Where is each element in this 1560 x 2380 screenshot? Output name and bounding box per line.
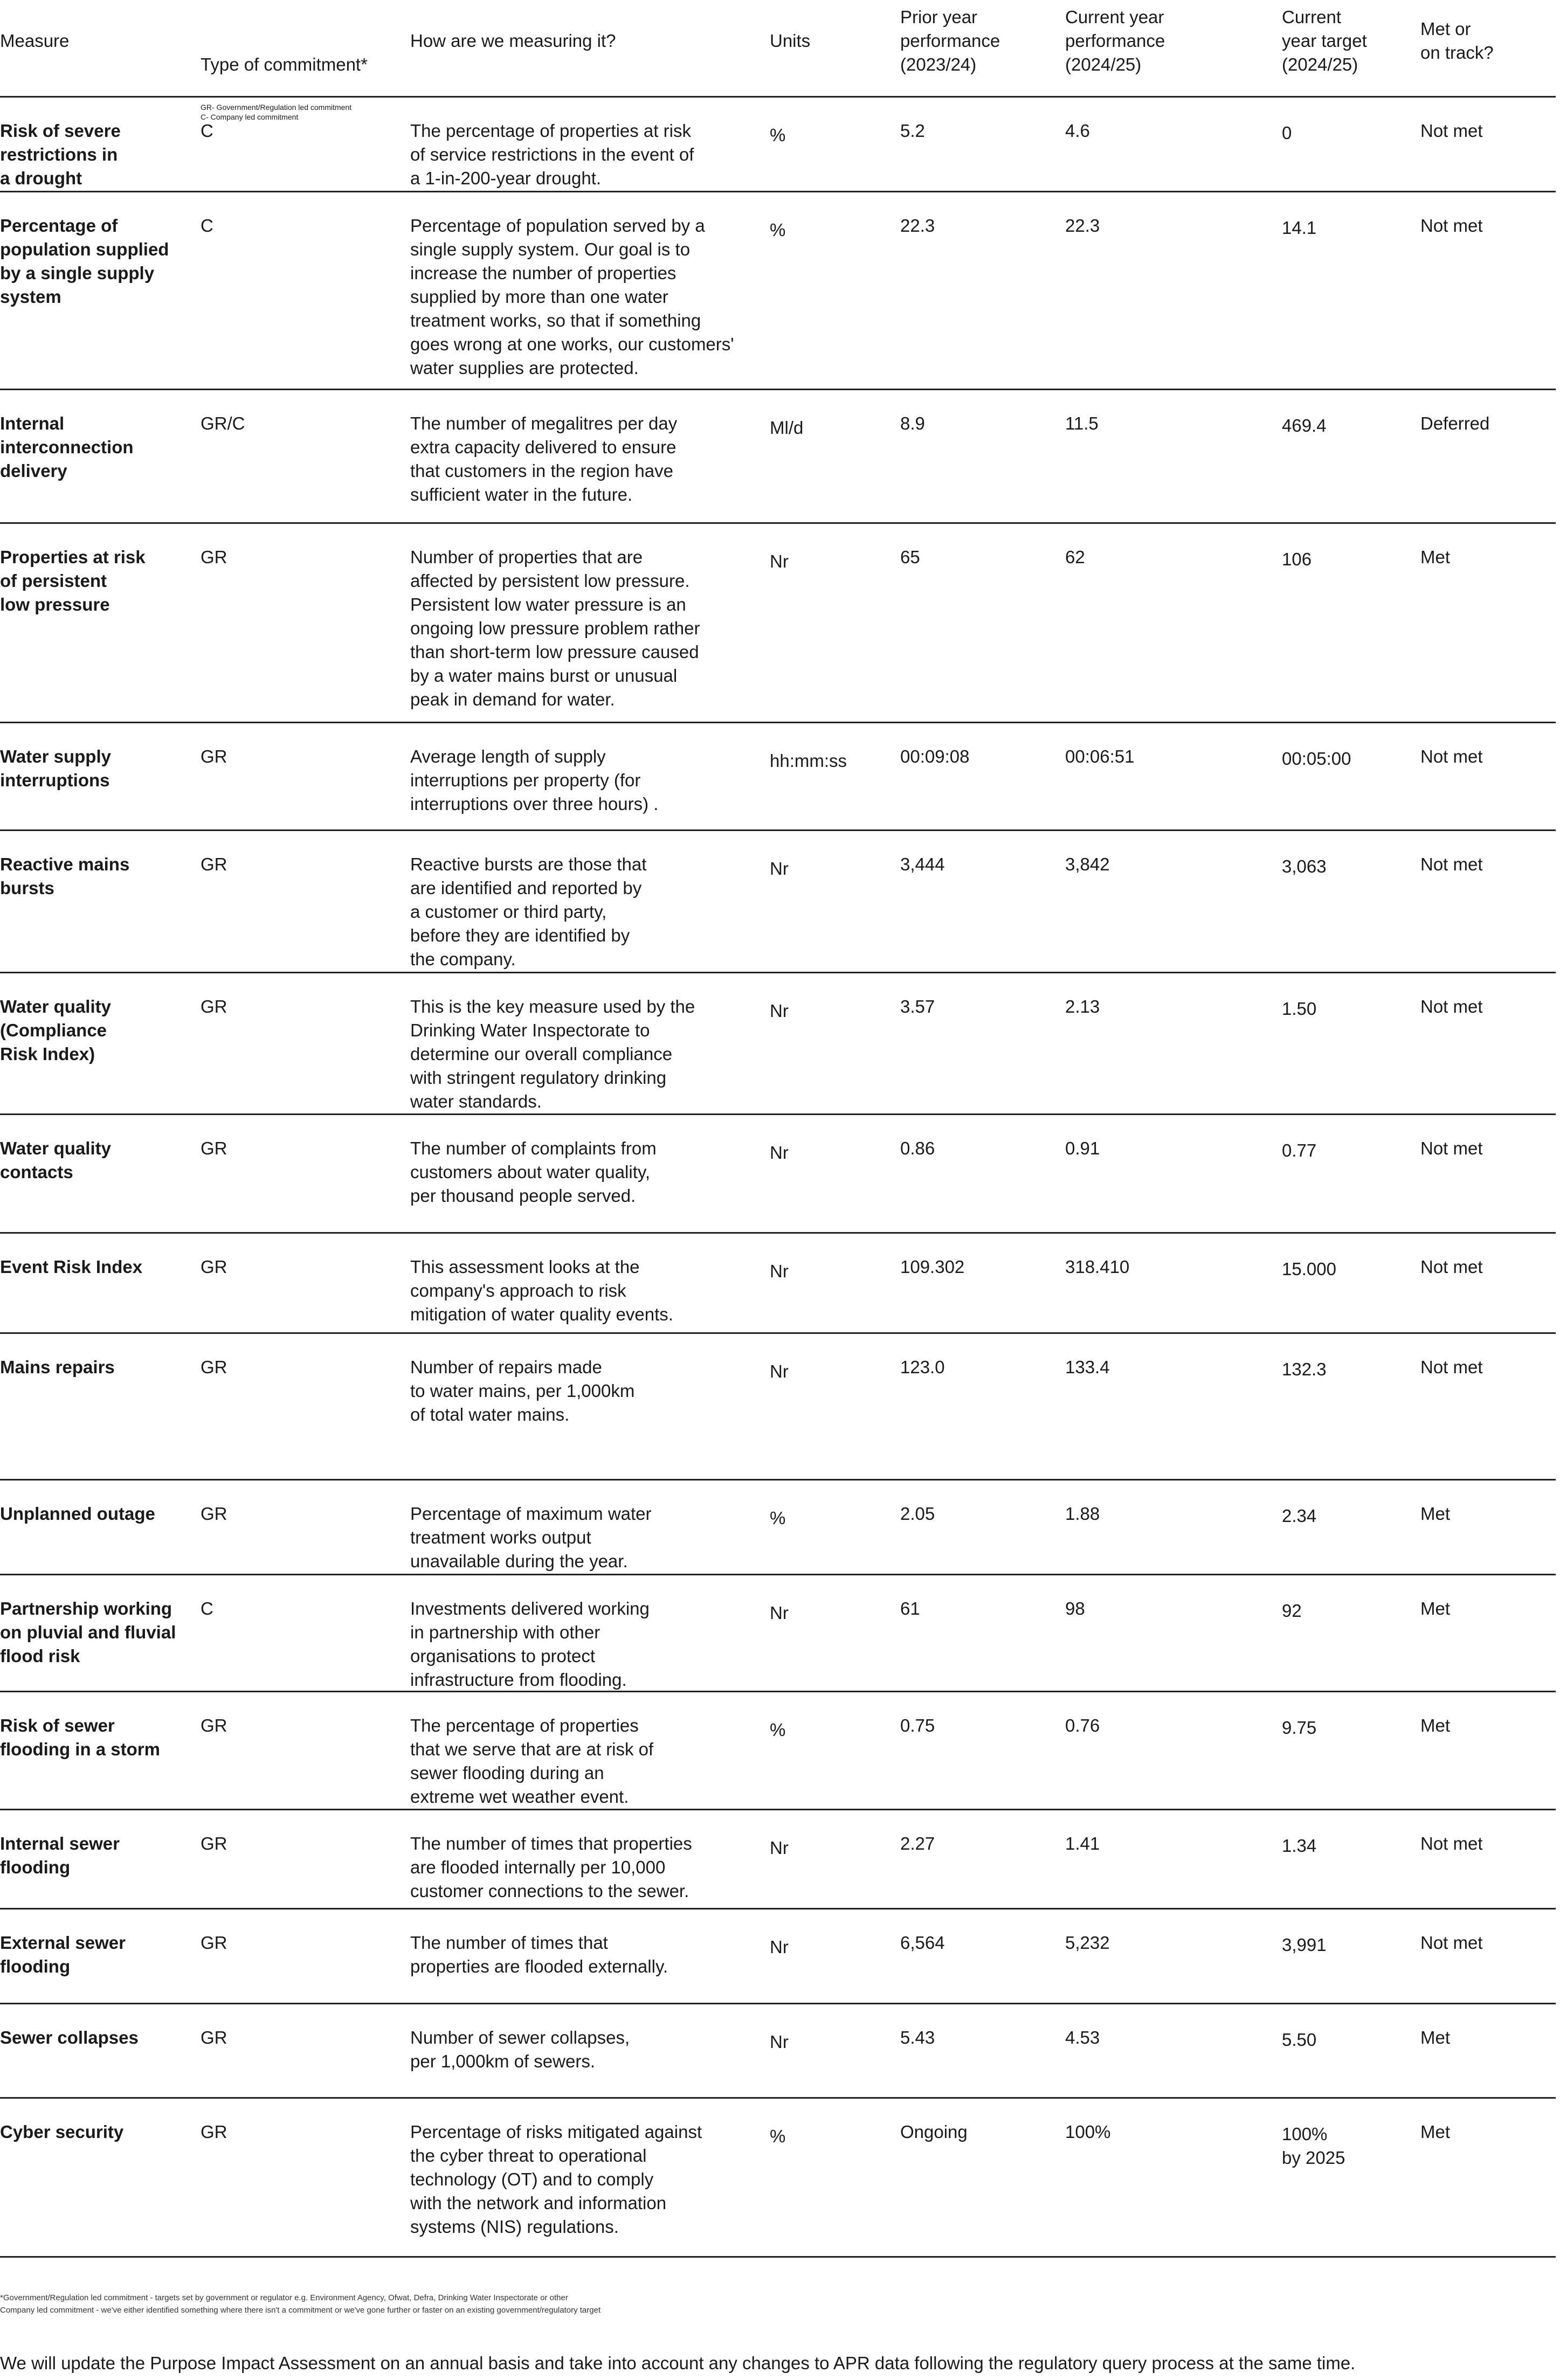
measure-cell: Sewer collapses xyxy=(0,2028,139,2047)
units-cell: % xyxy=(770,1720,786,1740)
header-how-measured: How are we measuring it? xyxy=(410,31,616,51)
table-row xyxy=(0,1115,1556,1234)
prior-year-cell: 2.05 xyxy=(900,1504,935,1524)
table-row xyxy=(0,1909,1556,2004)
description-cell: Number of repairs made to water mains, per 1,000km of total water mains. xyxy=(410,1357,635,1424)
prior-year-cell: 00:09:08 xyxy=(900,746,970,766)
status-cell: Not met xyxy=(1420,1138,1483,1158)
header-type-note: GR- Government/Regulation led commitment C- Company led commitment xyxy=(201,103,352,121)
units-cell: Nr xyxy=(770,1261,789,1281)
target-cell: 469.4 xyxy=(1282,416,1327,435)
type-cell: C xyxy=(201,121,213,141)
measure-cell: Water supply interruptions xyxy=(0,746,111,790)
table-row xyxy=(0,1575,1556,1692)
type-cell: GR xyxy=(201,1834,227,1853)
type-cell: GR xyxy=(201,1504,227,1524)
measure-cell: Mains repairs xyxy=(0,1357,115,1377)
units-cell: Nr xyxy=(770,1143,789,1163)
measure-cell: Cyber security xyxy=(0,2122,124,2142)
header-met-status: Met or on track? xyxy=(1420,19,1494,63)
type-cell: GR xyxy=(201,2122,227,2142)
description-cell: This assessment looks at the company's approach to risk mitigation of water quality events. xyxy=(410,1257,673,1324)
footer-note: We will update the Purpose Impact Assessment on an annual basis and take into account any changes to APR data following the regulatory query process at the same time. xyxy=(0,2353,1356,2373)
current-year-cell: 0.76 xyxy=(1065,1715,1100,1735)
type-cell: GR xyxy=(201,1138,227,1158)
prior-year-cell: 109.302 xyxy=(900,1257,965,1277)
units-cell: Nr xyxy=(770,859,789,878)
table-row xyxy=(0,723,1556,831)
prior-year-cell: 6,564 xyxy=(900,1933,945,1953)
type-cell: GR xyxy=(201,997,227,1016)
status-cell: Met xyxy=(1420,1599,1451,1618)
measure-cell: Percentage of population supplied by a single supply system xyxy=(0,216,169,307)
type-cell: GR xyxy=(201,746,227,766)
target-cell: 9.75 xyxy=(1282,1718,1317,1738)
type-cell: C xyxy=(201,1599,213,1618)
units-cell: Nr xyxy=(770,2032,789,2052)
type-cell: GR xyxy=(201,1357,227,1377)
measure-cell: Risk of sewer flooding in a storm xyxy=(0,1715,160,1759)
prior-year-cell: 123.0 xyxy=(900,1357,945,1377)
current-year-cell: 5,232 xyxy=(1065,1933,1110,1953)
measure-cell: Reactive mains bursts xyxy=(0,854,130,898)
description-cell: Investments delivered working in partnership with other organisations to protect infrastructure from flooding. xyxy=(410,1599,650,1690)
prior-year-cell: 5.43 xyxy=(900,2028,935,2047)
description-cell: This is the key measure used by the Drinking Water Inspectorate to determine our overall compliance with stringent regulatory drinking water standards. xyxy=(410,997,695,1111)
description-cell: Average length of supply interruptions per property (for interruptions over three hours) . xyxy=(410,746,659,814)
prior-year-cell: 8.9 xyxy=(900,413,925,433)
current-year-cell: 100% xyxy=(1065,2122,1111,2142)
measure-cell: Water quality contacts xyxy=(0,1138,111,1182)
target-cell: 100% by 2025 xyxy=(1282,2124,1345,2168)
type-cell: GR xyxy=(201,1257,227,1277)
description-cell: The percentage of properties at risk of service restrictions in the event of a 1-in-200-year drought. xyxy=(410,121,694,188)
table-row xyxy=(0,390,1556,524)
target-cell: 0 xyxy=(1282,123,1292,143)
units-cell: Nr xyxy=(770,1937,789,1957)
table-row xyxy=(0,973,1556,1115)
status-cell: Not met xyxy=(1420,216,1483,236)
current-year-cell: 133.4 xyxy=(1065,1357,1110,1377)
status-cell: Not met xyxy=(1420,997,1483,1016)
units-cell: % xyxy=(770,220,786,240)
current-year-cell: 4.6 xyxy=(1065,121,1090,141)
description-cell: Percentage of maximum water treatment works output unavailable during the year. xyxy=(410,1504,652,1571)
prior-year-cell: 65 xyxy=(900,547,920,567)
target-cell: 3,991 xyxy=(1282,1935,1327,1955)
units-cell: Nr xyxy=(770,1603,789,1623)
units-cell: hh:mm:ss xyxy=(770,751,847,771)
target-cell: 2.34 xyxy=(1282,1506,1317,1526)
header-type-label: Type of commitment* xyxy=(201,54,368,74)
description-cell: Reactive bursts are those that are identified and reported by a customer or third party, before they are identified by the company. xyxy=(410,854,647,969)
description-cell: The number of times that properties are flooded internally per 10,000 customer connections to the sewer. xyxy=(410,1834,692,1901)
target-cell: 15.000 xyxy=(1282,1259,1336,1279)
status-cell: Not met xyxy=(1420,1357,1483,1377)
measure-cell: External sewer flooding xyxy=(0,1933,126,1976)
measure-cell: Internal sewer flooding xyxy=(0,1834,120,1877)
header-measure: Measure xyxy=(0,31,70,51)
type-cell: GR xyxy=(201,854,227,874)
units-cell: Nr xyxy=(770,1838,789,1858)
status-cell: Met xyxy=(1420,1715,1451,1735)
table-row xyxy=(0,1480,1556,1575)
status-cell: Met xyxy=(1420,1504,1451,1524)
units-cell: Nr xyxy=(770,1361,789,1381)
current-year-cell: 3,842 xyxy=(1065,854,1110,874)
measure-cell: Partnership working on pluvial and fluvial flood risk xyxy=(0,1599,176,1666)
target-cell: 3,063 xyxy=(1282,856,1327,876)
current-year-cell: 0.91 xyxy=(1065,1138,1100,1158)
units-cell: Nr xyxy=(770,1001,789,1021)
description-cell: Number of sewer collapses, per 1,000km of sewers. xyxy=(410,2028,630,2071)
table-row xyxy=(0,1810,1556,1909)
type-cell: GR xyxy=(201,1715,227,1735)
header-target: Current year target (2024/25) xyxy=(1282,7,1367,74)
units-cell: Ml/d xyxy=(770,418,804,438)
target-cell: 14.1 xyxy=(1282,218,1317,238)
status-cell: Not met xyxy=(1420,854,1483,874)
units-cell: Nr xyxy=(770,551,789,571)
type-cell: GR xyxy=(201,547,227,567)
header-prior-year: Prior year performance (2023/24) xyxy=(900,7,1000,74)
prior-year-cell: 0.86 xyxy=(900,1138,935,1158)
measure-cell: Unplanned outage xyxy=(0,1504,155,1524)
current-year-cell: 1.41 xyxy=(1065,1834,1100,1853)
prior-year-cell: 3.57 xyxy=(900,997,935,1016)
type-cell: GR/C xyxy=(201,413,245,433)
table-row xyxy=(0,1334,1556,1480)
current-year-cell: 11.5 xyxy=(1065,413,1099,433)
current-year-cell: 00:06:51 xyxy=(1065,746,1135,766)
table-body xyxy=(0,98,1556,2258)
table-row xyxy=(0,1234,1556,1334)
current-year-cell: 22.3 xyxy=(1065,216,1100,236)
target-cell: 5.50 xyxy=(1282,2030,1317,2050)
target-cell: 1.34 xyxy=(1282,1836,1317,1856)
status-cell: Met xyxy=(1420,547,1451,567)
units-cell: % xyxy=(770,2126,786,2146)
status-cell: Not met xyxy=(1420,746,1483,766)
status-cell: Not met xyxy=(1420,121,1483,141)
prior-year-cell: 3,444 xyxy=(900,854,945,874)
table-row xyxy=(0,192,1556,390)
status-cell: Not met xyxy=(1420,1834,1483,1853)
measure-cell: Event Risk Index xyxy=(0,1257,143,1277)
status-cell: Not met xyxy=(1420,1933,1483,1953)
header-current-year: Current year performance (2024/25) xyxy=(1065,7,1165,74)
table-header-row xyxy=(0,0,1556,121)
target-cell: 132.3 xyxy=(1282,1359,1327,1379)
status-cell: Met xyxy=(1420,2028,1451,2047)
target-cell: 92 xyxy=(1282,1601,1302,1621)
measure-cell: Properties at risk of persistent low pressure xyxy=(0,547,146,614)
current-year-cell: 1.88 xyxy=(1065,1504,1100,1524)
header-units: Units xyxy=(770,31,811,51)
description-cell: Percentage of population served by a single supply system. Our goal is to increase the number of properties supplied by more than one water treatment works, so that if something goes wrong at one works, our customers' water supplies are protected. xyxy=(410,216,734,378)
type-cell: C xyxy=(201,216,213,236)
current-year-cell: 4.53 xyxy=(1065,2028,1100,2047)
measure-cell: Risk of severe restrictions in a drought xyxy=(0,121,121,188)
description-cell: The number of megalitres per day extra capacity delivered to ensure that customers in the region have sufficient water in the future. xyxy=(410,413,678,504)
prior-year-cell: 0.75 xyxy=(900,1715,935,1735)
status-cell: Deferred xyxy=(1420,413,1490,433)
prior-year-cell: Ongoing xyxy=(900,2122,968,2142)
current-year-cell: 318.410 xyxy=(1065,1257,1130,1277)
description-cell: Percentage of risks mitigated against the cyber threat to operational technology (OT) and to comply with the network and information systems (NIS) regulations. xyxy=(410,2122,702,2237)
table-row xyxy=(0,2099,1556,2258)
type-cell: GR xyxy=(201,1933,227,1953)
units-cell: % xyxy=(770,1508,786,1528)
target-cell: 1.50 xyxy=(1282,999,1317,1019)
type-cell: GR xyxy=(201,2028,227,2047)
current-year-cell: 98 xyxy=(1065,1599,1085,1618)
table-row xyxy=(0,524,1556,723)
table-row xyxy=(0,831,1556,973)
current-year-cell: 2.13 xyxy=(1065,997,1100,1016)
target-cell: 00:05:00 xyxy=(1282,749,1351,769)
prior-year-cell: 5.2 xyxy=(900,121,925,141)
prior-year-cell: 61 xyxy=(900,1599,920,1618)
status-cell: Met xyxy=(1420,2122,1451,2142)
prior-year-cell: 22.3 xyxy=(900,216,935,236)
table-row xyxy=(0,2004,1556,2099)
table-row xyxy=(0,98,1556,192)
footnote: *Government/Regulation led commitment - targets set by government or regulator e.g. Environment Agency, Ofwat, Defra, Drinking Water Inspectorate or other Company led commitment - we've either identified something where there isn't a commitment or we've gone further or faster on an existing government/regulatory target xyxy=(0,2293,601,2315)
description-cell: The percentage of properties that we serve that are at risk of sewer flooding during an extreme wet weather event. xyxy=(410,1715,654,1807)
description-cell: Number of properties that are affected by persistent low pressure. Persistent low water pressure is an ongoing low pressure problem rather than short-term low pressure caused by a water mains burst or unusual peak in demand for water. xyxy=(410,547,700,709)
description-cell: The number of times that properties are flooded externally. xyxy=(410,1933,668,1976)
target-cell: 106 xyxy=(1282,549,1312,569)
current-year-cell: 62 xyxy=(1065,547,1085,567)
measure-cell: Water quality (Compliance Risk Index) xyxy=(0,997,111,1064)
measure-cell: Internal interconnection delivery xyxy=(0,413,134,481)
target-cell: 0.77 xyxy=(1282,1140,1317,1160)
units-cell: % xyxy=(770,125,786,145)
prior-year-cell: 2.27 xyxy=(900,1834,935,1853)
table-row xyxy=(0,1692,1556,1810)
status-cell: Not met xyxy=(1420,1257,1483,1277)
description-cell: The number of complaints from customers about water quality, per thousand people served. xyxy=(410,1138,657,1206)
